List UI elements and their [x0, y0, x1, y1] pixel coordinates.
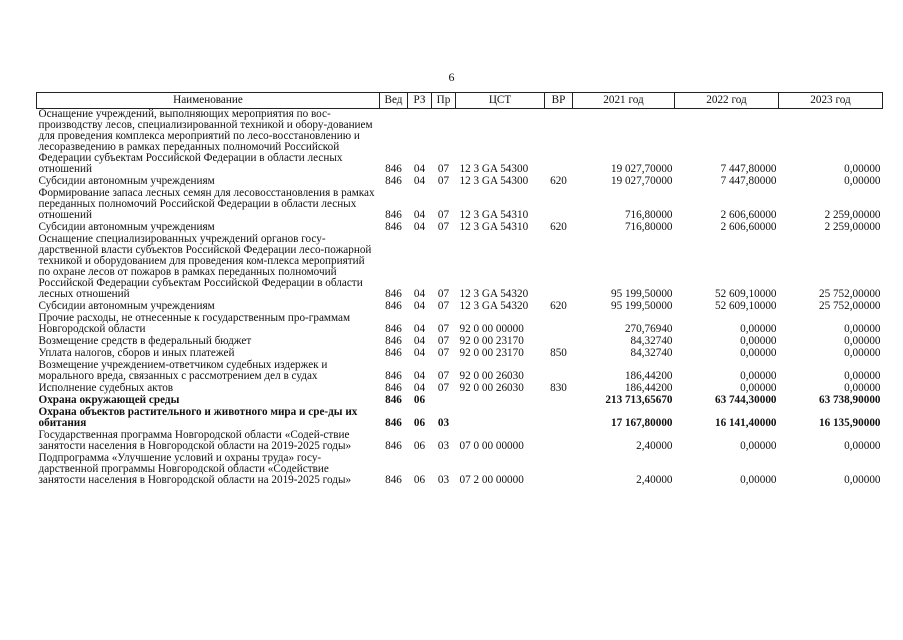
- row-value-2022: 16 141,40000: [714, 417, 777, 429]
- header-2023: 2023 год: [779, 93, 883, 109]
- row-rz: 06: [413, 394, 426, 406]
- row-ved: 846: [385, 417, 402, 429]
- table-row: [37, 382, 883, 394]
- row-value-2021: 84,32740: [630, 335, 673, 347]
- header-vr: ВР: [545, 93, 573, 109]
- row-value-2022: 7 447,80000: [720, 175, 777, 187]
- table-row: [37, 359, 883, 382]
- row-value-2023: 63 738,90000: [818, 394, 881, 406]
- row-cst: 92 0 00 26030: [459, 370, 524, 382]
- row-value-2021: 186,44200: [624, 370, 673, 382]
- table-row: [37, 406, 883, 429]
- row-ved: 846: [385, 394, 402, 406]
- table-row: [37, 109, 883, 176]
- row-pr: 07: [437, 323, 450, 335]
- row-value-2023: 0,00000: [844, 474, 881, 486]
- row-vr: 830: [550, 382, 567, 394]
- row-value-2023: 2 259,00000: [824, 221, 881, 233]
- row-value-2021: 19 027,70000: [610, 163, 673, 175]
- row-cst: 12 3 GA 54300: [459, 163, 529, 175]
- row-value-2023: 0,00000: [844, 347, 881, 359]
- row-value-2023: 0,00000: [844, 335, 881, 347]
- row-rz: 04: [413, 382, 426, 394]
- row-value-2022: 0,00000: [740, 323, 777, 335]
- header-name: Наименование: [37, 93, 380, 109]
- row-pr: 03: [437, 417, 450, 429]
- table-row: [37, 394, 883, 406]
- row-vr: 850: [550, 347, 567, 359]
- row-ved: 846: [385, 335, 402, 347]
- row-vr: [545, 452, 573, 486]
- row-ved: 846: [385, 300, 402, 312]
- row-value-2021: 716,80000: [624, 209, 673, 221]
- table-row: [37, 233, 883, 300]
- row-value-2021: 19 027,70000: [610, 175, 673, 187]
- row-ved: 846: [385, 175, 402, 187]
- row-value-2023: 2 259,00000: [824, 209, 881, 221]
- row-value-2022: 0,00000: [740, 382, 777, 394]
- row-pr: 07: [437, 221, 450, 233]
- page-number: 6: [448, 70, 455, 84]
- row-value-2023: 0,00000: [844, 323, 881, 335]
- row-value-2021: 95 199,50000: [610, 288, 673, 300]
- row-cst: 12 3 GA 54300: [459, 175, 529, 187]
- row-name: Исполнение судебных актов: [38, 382, 174, 394]
- row-cst: 07 0 00 00000: [459, 440, 524, 452]
- table-row: [37, 347, 883, 359]
- row-vr: [545, 429, 573, 452]
- row-pr: 07: [437, 288, 450, 300]
- row-rz: 04: [413, 221, 426, 233]
- row-pr: 03: [437, 440, 450, 452]
- row-value-2022: 0,00000: [740, 347, 777, 359]
- row-value-2023: 25 752,00000: [818, 300, 881, 312]
- row-pr: 07: [437, 335, 450, 347]
- row-value-2021: 716,80000: [624, 221, 673, 233]
- row-name: Субсидии автономным учреждениям: [38, 300, 215, 312]
- row-ved: 846: [385, 440, 402, 452]
- row-vr: [545, 359, 573, 382]
- row-value-2023: 25 752,00000: [818, 288, 881, 300]
- row-ved: 846: [385, 163, 402, 175]
- row-rz: 04: [413, 175, 426, 187]
- row-value-2022: 63 744,30000: [714, 394, 777, 406]
- row-name: Оснащение учреждений, выполняющих мероприятия по вос-производству лесов, специализированной техникой и обору-дованием для проведения комплекса мероприятий по лесо-восстановлению и лесоразведению в рамках переданных полномочий Российской Федерации субъектам Российской Федерации в области лесных отношений: [38, 108, 373, 175]
- row-value-2021: 2,40000: [636, 474, 673, 486]
- row-rz: 04: [413, 288, 426, 300]
- row-rz: 04: [413, 163, 426, 175]
- table-row: [37, 312, 883, 335]
- row-value-2022: 52 609,10000: [714, 288, 777, 300]
- row-name: Охрана окружающей среды: [38, 394, 180, 406]
- table-body: [37, 109, 883, 487]
- row-vr: [545, 312, 573, 335]
- row-cst: [456, 406, 545, 429]
- row-value-2022: 0,00000: [740, 335, 777, 347]
- row-name: Оснащение специализированных учреждений органов госу-дарственной власти субъектов Российской Федерации лесо-пожарной техникой и оборудованием для проведения ком-плекса мероприятий по охране лесов от пожаров в рамках переданных полномочий Российской Федерации субъектам Российской Федерации в области лесных отношений: [38, 233, 372, 300]
- table-row: [37, 429, 883, 452]
- row-pr: [432, 394, 456, 406]
- row-vr: [545, 233, 573, 300]
- row-value-2021: 17 167,80000: [610, 417, 673, 429]
- table-row: [37, 221, 883, 233]
- budget-table: [36, 92, 883, 486]
- row-vr: [545, 394, 573, 406]
- row-rz: 06: [413, 474, 426, 486]
- row-value-2023: 0,00000: [844, 382, 881, 394]
- row-value-2021: 84,32740: [630, 347, 673, 359]
- row-cst: 12 3 GA 54320: [459, 288, 529, 300]
- row-value-2021: 186,44200: [624, 382, 673, 394]
- row-name: Субсидии автономным учреждениям: [38, 221, 215, 233]
- header-rz: РЗ: [408, 93, 432, 109]
- row-rz: 04: [413, 335, 426, 347]
- header-pr: Пр: [432, 93, 456, 109]
- row-ved: 846: [385, 474, 402, 486]
- row-vr: [545, 187, 573, 221]
- row-value-2022: 52 609,10000: [714, 300, 777, 312]
- table-row: [37, 175, 883, 187]
- row-cst: 92 0 00 00000: [459, 323, 524, 335]
- row-pr: 07: [437, 163, 450, 175]
- row-name: Формирование запаса лесных семян для лесовосстановления в рамках переданных полномочий Российской Федерации в области лесных отношений: [38, 187, 375, 221]
- table-header-row: [37, 93, 883, 109]
- row-pr: 07: [437, 175, 450, 187]
- row-value-2023: 16 135,90000: [818, 417, 881, 429]
- row-value-2021: 213 713,65670: [605, 394, 673, 406]
- row-cst: 12 3 GA 54310: [459, 209, 529, 221]
- table-row: [37, 300, 883, 312]
- row-value-2022: 2 606,60000: [720, 209, 777, 221]
- row-pr: 03: [437, 474, 450, 486]
- row-cst: 12 3 GA 54310: [459, 221, 529, 233]
- row-pr: 07: [437, 347, 450, 359]
- row-name: Прочие расходы, не отнесенные к государственным про-граммам Новгородской области: [38, 312, 351, 335]
- row-cst: 92 0 00 26030: [459, 382, 524, 394]
- row-value-2022: 0,00000: [740, 474, 777, 486]
- row-vr: 620: [550, 221, 567, 233]
- row-cst: [456, 394, 545, 406]
- row-pr: 07: [437, 370, 450, 382]
- row-value-2023: 0,00000: [844, 163, 881, 175]
- row-vr: [545, 109, 573, 176]
- row-ved: 846: [385, 382, 402, 394]
- row-value-2021: 270,76940: [624, 323, 673, 335]
- row-cst: 92 0 00 23170: [459, 347, 524, 359]
- row-vr: [545, 406, 573, 429]
- row-cst: 12 3 GA 54320: [459, 300, 529, 312]
- row-rz: 04: [413, 323, 426, 335]
- row-rz: 04: [413, 300, 426, 312]
- row-value-2021: 2,40000: [636, 440, 673, 452]
- row-ved: 846: [385, 347, 402, 359]
- row-name: Подпрограмма «Улучшение условий и охраны труда» госу-дарственной программы Новгородской области «Содействие занятости населения в Новгородской области на 2019-2025 годы»: [38, 452, 352, 486]
- row-value-2023: 0,00000: [844, 440, 881, 452]
- row-pr: 07: [437, 382, 450, 394]
- row-ved: 846: [385, 221, 402, 233]
- row-value-2022: 7 447,80000: [720, 163, 777, 175]
- row-rz: 06: [413, 440, 426, 452]
- row-rz: 06: [413, 417, 426, 429]
- row-vr: 620: [550, 300, 567, 312]
- table-row: [37, 335, 883, 347]
- row-value-2022: 0,00000: [740, 370, 777, 382]
- row-rz: 04: [413, 209, 426, 221]
- row-name: Субсидии автономным учреждениям: [38, 175, 215, 187]
- row-value-2023: 0,00000: [844, 175, 881, 187]
- row-name: Государственная программа Новгородской области «Содей-ствие занятости населения в Новгородской области на 2019-2025 годы»: [38, 429, 352, 452]
- row-ved: 846: [385, 370, 402, 382]
- row-name: Возмещение учреждением-ответчиком судебных издержек и морального вреда, связанных с рассмотрением дел в судах: [38, 359, 328, 382]
- row-value-2022: 2 606,60000: [720, 221, 777, 233]
- row-value-2023: 0,00000: [844, 370, 881, 382]
- row-ved: 846: [385, 288, 402, 300]
- row-pr: 07: [437, 300, 450, 312]
- row-name: Возмещение средств в федеральный бюджет: [38, 335, 252, 347]
- row-value-2021: 95 199,50000: [610, 300, 673, 312]
- row-cst: 07 2 00 00000: [459, 474, 524, 486]
- row-name: Уплата налогов, сборов и иных платежей: [38, 347, 235, 359]
- table-row: [37, 452, 883, 486]
- header-2021: 2021 год: [573, 93, 675, 109]
- header-2022: 2022 год: [675, 93, 779, 109]
- row-cst: 92 0 00 23170: [459, 335, 524, 347]
- row-vr: [545, 335, 573, 347]
- row-pr: 07: [437, 209, 450, 221]
- row-ved: 846: [385, 323, 402, 335]
- header-cst: ЦСТ: [456, 93, 545, 109]
- row-ved: 846: [385, 209, 402, 221]
- row-name: Охрана объектов растительного и животного мира и сре-ды их обитания: [38, 406, 358, 429]
- row-rz: 04: [413, 347, 426, 359]
- row-rz: 04: [413, 370, 426, 382]
- row-vr: 620: [550, 175, 567, 187]
- header-ved: Вед: [380, 93, 408, 109]
- table-row: [37, 187, 883, 221]
- row-value-2022: 0,00000: [740, 440, 777, 452]
